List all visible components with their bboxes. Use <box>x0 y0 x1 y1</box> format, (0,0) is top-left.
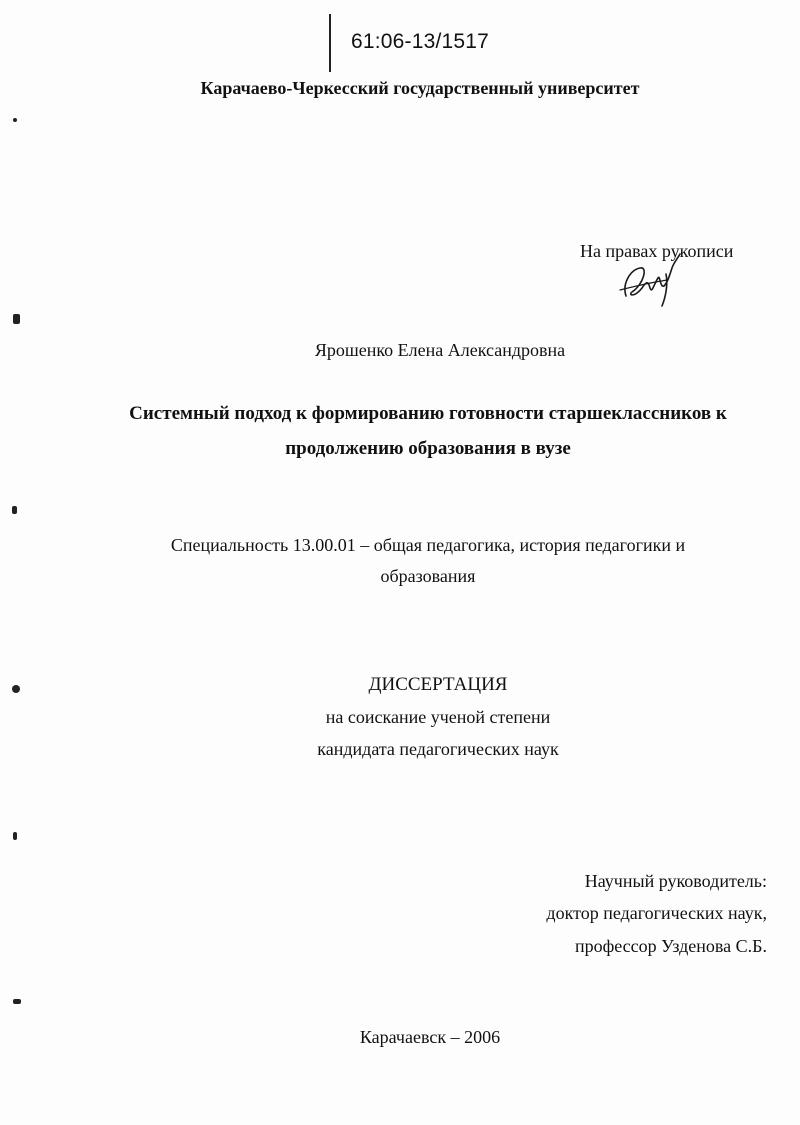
rights-note: На правах рукописи <box>580 241 734 261</box>
specialty-line-1: Специальность 13.00.01 – общая педагогика, история педагогики и <box>170 535 686 555</box>
dissertation-title-line-2: продолжению образования в вузе <box>285 438 571 459</box>
supervisor-degree: доктор педагогических наук, <box>546 903 767 923</box>
dissertation-label: ДИССЕРТАЦИЯ <box>368 674 508 695</box>
supervisor-name: профессор Узденова С.Б. <box>574 936 767 956</box>
degree-line-2: кандидата педагогических наук <box>317 739 559 759</box>
scan-speck <box>12 685 20 693</box>
city-year: Карачаевск – 2006 <box>359 1027 501 1047</box>
university-name: Карачаево-Черкесский государственный университет <box>200 78 640 98</box>
scan-speck <box>13 832 17 840</box>
scan-speck <box>12 506 17 514</box>
degree-line-1: на соискание ученой степени <box>325 707 551 727</box>
dissertation-title-line-1: Системный подход к формированию готовности старшеклассников к <box>129 403 727 424</box>
library-stamp-code: 61:06-13/1517 <box>351 30 490 53</box>
scan-speck <box>13 118 17 122</box>
author-name: Ярошенко Елена Александровна <box>314 340 566 360</box>
stamp-divider <box>329 14 331 72</box>
scan-speck <box>13 999 21 1004</box>
scan-speck <box>13 314 20 324</box>
supervisor-label: Научный руководитель: <box>584 871 767 891</box>
handwritten-signature <box>612 244 684 310</box>
specialty-line-2: образования <box>380 566 476 586</box>
